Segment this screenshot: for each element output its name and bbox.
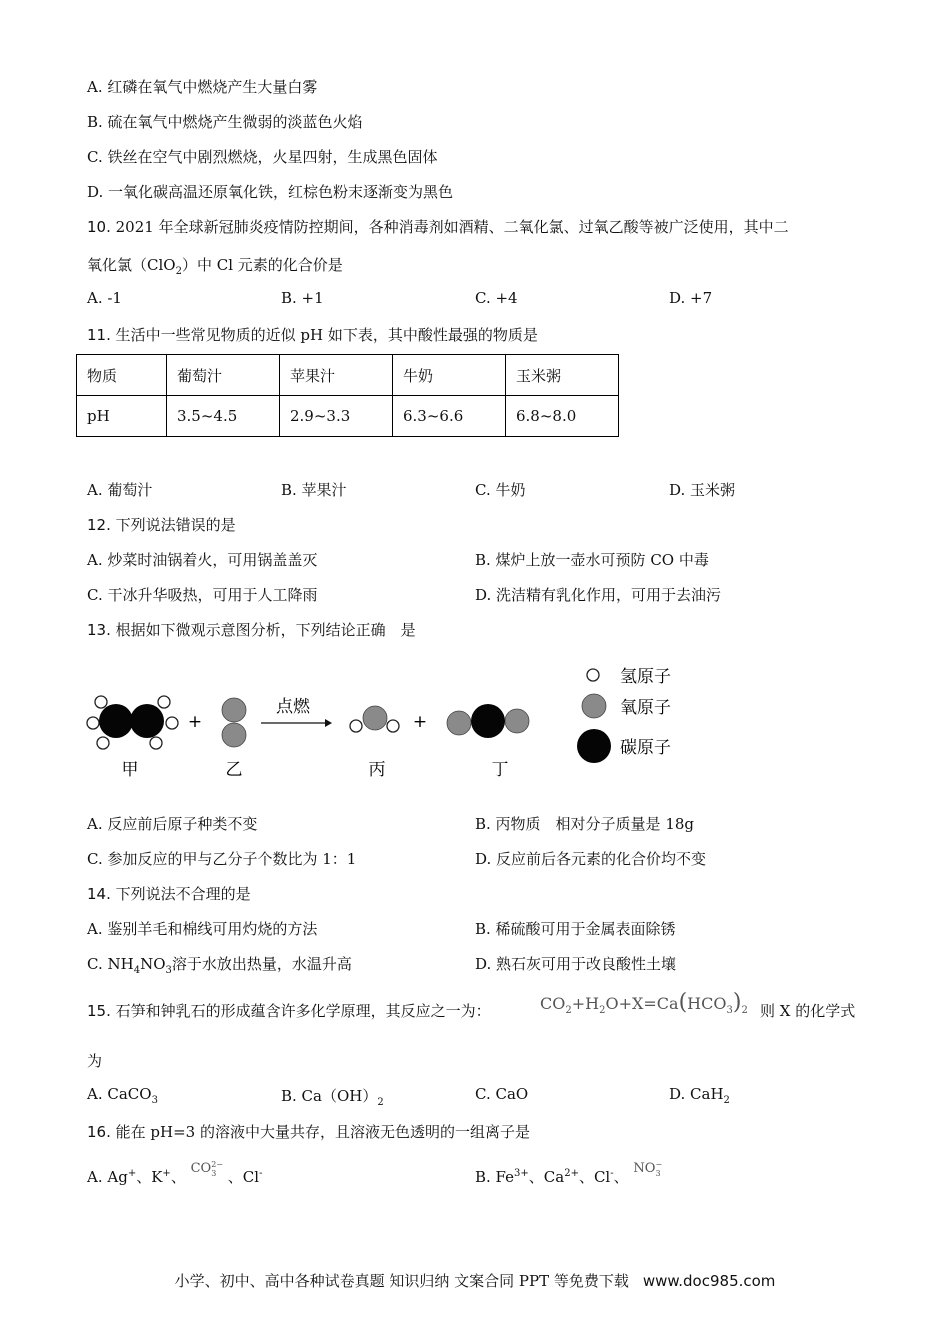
q15-b-prefix: B. Ca（OH） [281,1087,378,1105]
q9-option-d: D. 一氧化碳高温还原氧化铁，红棕色粉末逐渐变为黑色 [87,183,454,201]
q16-option-a [87,1159,263,1188]
q14-number: 14. [87,885,111,903]
q16-b-sup: 3+ [514,1168,529,1179]
legend [577,667,671,763]
q16-a-sup: + [162,1168,171,1179]
q14-option-a: A. 鉴别羊毛和棉线可用灼烧的方法 [87,920,318,938]
q11-option-d: D. 玉米粥 [669,481,736,499]
q14-text: 下列说法不合理的是 [115,885,251,903]
table-cell: 6.8~8.0 [506,396,619,437]
q11-option-c: C. 牛奶 [475,481,526,499]
q16-b-sup: 2+ [564,1168,579,1179]
q12-number: 12. [87,516,111,534]
table-row [77,355,619,396]
q15-text: 石笋和钟乳石的形成蕴含许多化学原理，其反应之一为： [115,1002,491,1020]
q16-text: 能在 pH=3 的溶液中大量共存，且溶液无色透明的一组离子是 [115,1123,530,1141]
plus-sign: + [412,712,428,732]
footer-url[interactable]: www.doc985.com [642,1272,776,1290]
q16-option-b [475,1159,663,1188]
q13-stem [87,619,416,640]
q12-option-b: B. 煤炉上放一壶水可预防 CO 中毒 [475,551,709,569]
ion-sup: 2− [211,1159,224,1169]
q16-b-sup: - [610,1168,614,1179]
q15-stem [87,1000,491,1021]
ion-sub: 3 [655,1168,661,1178]
reaction-diagram [80,660,700,790]
ion-base: CO [190,1161,212,1176]
q10-text-b: ）中 Cl 元素的化合价是 [181,256,343,274]
q13-option-b: B. 丙物质 相对分子质量是 18g [475,815,695,833]
ph-table [76,354,619,437]
q16-b-part: 、Ca [528,1168,565,1186]
q15-option-b [281,1085,384,1106]
hydrogen-atom [166,717,178,729]
table-cell: 3.5~4.5 [167,396,280,437]
hydrogen-atom [387,720,399,732]
table-cell: 苹果汁 [280,355,393,396]
formula-part: +H [571,994,600,1013]
formula-sub: 2 [565,1005,572,1017]
q10-stem-line1 [87,216,789,237]
legend-hydrogen-label: 氢原子 [620,667,671,687]
q12-text: 下列说法错误的是 [115,516,236,534]
q16-stem [87,1121,530,1142]
q10-option-a: A. -1 [87,289,122,307]
q15-number: 15. [87,1002,111,1020]
q15-b-sub: 2 [377,1097,384,1108]
q9-option-b: B. 硫在氧气中燃烧产生微弱的淡蓝色火焰 [87,113,363,131]
formula-sub: 2 [599,1005,606,1017]
q15-a-sub: 3 [151,1095,158,1106]
q13-number: 13. [87,621,111,639]
formula-sub: 2 [741,1005,748,1017]
q13-option-d: D. 反应前后各元素的化合价均不变 [475,850,707,868]
q16-number: 16. [87,1123,111,1141]
q16-a-part: 、 [170,1168,186,1186]
formula-part: HCO [687,994,727,1013]
q12-stem [87,514,236,535]
q10-option-c: C. +4 [475,289,518,307]
table-cell: 葡萄汁 [167,355,280,396]
q16-a-part: A. Ag [87,1168,128,1186]
table-cell: 物质 [77,355,167,396]
oxygen-atom [222,723,246,747]
table-row [77,396,619,437]
q14-option-b: B. 稀硫酸可用于金属表面除锈 [475,920,676,938]
q10-text: 2021 年全球新冠肺炎疫情防控期间，各种消毒剂如酒精、二氧化氯、过氧乙酸等被广泛使用，其中二 [115,218,789,236]
formula-part: O+X=Ca [605,994,679,1013]
ion-sup: − [655,1159,663,1169]
q11-stem [87,324,538,345]
q14-option-d: D. 熟石灰可用于改良酸性土壤 [475,955,677,973]
oxygen-atom [505,709,529,733]
carbon-atom [130,704,164,738]
carbon-atom [99,704,133,738]
q15-option-c: C. CaO [475,1085,529,1103]
q10-number: 10. [87,218,111,236]
arrow-head-icon [325,719,332,727]
q15-option-a [87,1085,158,1106]
label-bing: 丙 [368,760,386,780]
q13-option-c: C. 参加反应的甲与乙分子个数比为 1：1 [87,850,357,868]
formula-paren: ) [732,990,742,1015]
q16-a-sup: - [259,1168,263,1179]
hydrogen-atom [87,717,99,729]
formula-paren: ( [678,990,688,1015]
q13-option-a: A. 反应前后原子种类不变 [87,815,258,833]
carbonate-ion [191,1161,223,1176]
q16-b-part: 、 [613,1168,629,1186]
legend-carbon-icon [577,729,611,763]
table-cell: 6.3~6.6 [393,396,506,437]
q15-d-prefix: D. CaH [669,1085,724,1103]
legend-oxygen-icon [582,694,606,718]
page-footer [0,1270,950,1291]
q15-text-after: 则 X 的化学式 [760,1002,856,1020]
hydrogen-atom [95,696,107,708]
hydrogen-atom [150,737,162,749]
q14-c-sub2: 3 [165,965,172,976]
table-cell: 牛奶 [393,355,506,396]
formula-sub: 3 [726,1005,733,1017]
q15-formula [540,990,748,1015]
label-ding: 丁 [491,760,509,780]
footer-text: 小学、初中、高中各种试卷真题 知识归纳 文案合同 PPT 等免费下载 [174,1272,629,1290]
q10-option-b: B. +1 [281,289,324,307]
table-cell: 2.9~3.3 [280,396,393,437]
q14-c-suffix: 溶于水放出热量，水温升高 [171,955,352,973]
hydrogen-atom [97,737,109,749]
arrow-label: 点燃 [276,697,310,717]
q16-a-part: 、Cl [227,1168,260,1186]
label-yi: 乙 [225,760,243,780]
q15-d-sub: 2 [723,1095,730,1106]
hydrogen-atom [350,720,362,732]
q13-text: 根据如下微观示意图分析，下列结论正确 是 [115,621,416,639]
nitrate-ion [633,1161,662,1176]
plus-sign: + [187,712,203,732]
q16-b-part: B. Fe [475,1168,515,1186]
q10-stem-line2 [87,254,343,275]
q15-option-d [669,1085,730,1106]
table-cell: 玉米粥 [506,355,619,396]
table-cell: pH [77,396,167,437]
q14-stem [87,883,251,904]
q15-line2: 为 [87,1052,103,1070]
q12-option-d: D. 洗洁精有乳化作用，可用于去油污 [475,586,722,604]
q14-c-mid: NO [140,955,166,973]
q12-option-c: C. 干冰升华吸热，可用于人工降雨 [87,586,318,604]
q10-sub: 2 [175,266,182,277]
q11-number: 11. [87,326,111,344]
q10-text-a: 氧化氯（ClO [87,256,176,274]
molecule-jia [87,696,178,749]
q10-option-d: D. +7 [669,289,713,307]
q16-a-sup: + [127,1168,137,1179]
hydrogen-atom [158,696,170,708]
oxygen-atom [363,706,387,730]
q9-option-c: C. 铁丝在空气中剧烈燃烧，火星四射，生成黑色固体 [87,148,438,166]
q11-text: 生活中一些常见物质的近似 pH 如下表，其中酸性最强的物质是 [115,326,538,344]
ion-sub: 3 [211,1168,217,1178]
formula-part: CO [540,994,566,1013]
q14-option-c [87,953,352,974]
q15-a-prefix: A. CaCO [87,1085,152,1103]
oxygen-atom [222,698,246,722]
molecule-bing [350,706,399,732]
ion-base: NO [633,1161,656,1176]
legend-hydrogen-icon [587,669,599,681]
q16-b-part: 、Cl [578,1168,611,1186]
oxygen-atom [447,711,471,735]
label-jia: 甲 [121,760,139,780]
q11-option-a: A. 葡萄汁 [87,481,153,499]
q11-option-b: B. 苹果汁 [281,481,347,499]
q14-c-prefix: C. NH [87,955,134,973]
legend-carbon-label: 碳原子 [620,738,671,758]
legend-oxygen-label: 氧原子 [620,698,671,718]
q14-c-sub1: 4 [133,965,141,976]
q12-option-a: A. 炒菜时油锅着火，可用锅盖盖灭 [87,551,318,569]
q9-option-a: A. 红磷在氧气中燃烧产生大量白雾 [87,78,318,96]
carbon-atom [471,704,505,738]
q16-a-part: 、K [136,1168,163,1186]
molecule-ding [447,704,529,738]
molecule-yi [222,698,246,747]
